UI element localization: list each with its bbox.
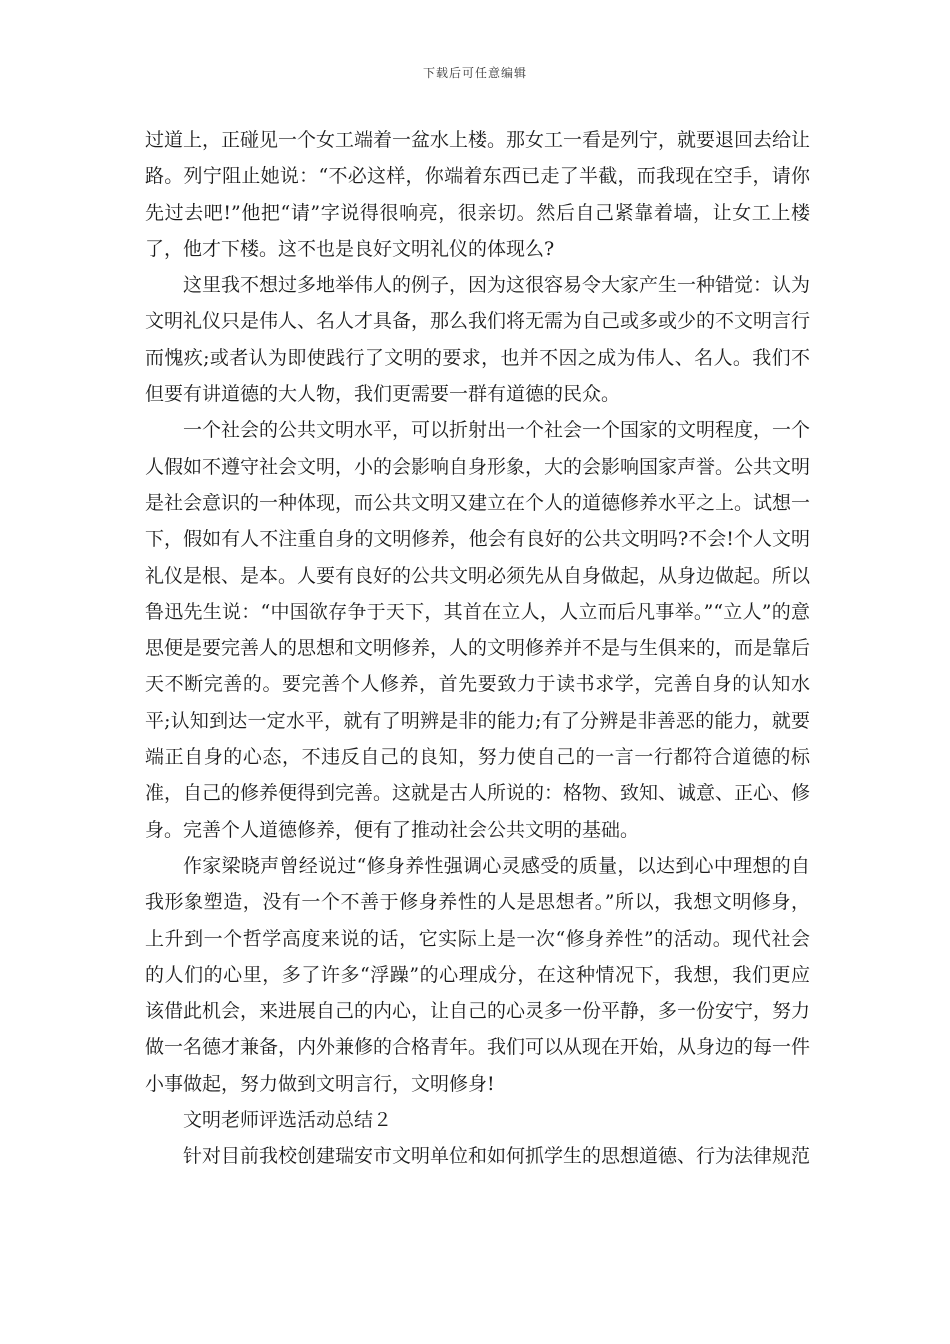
paragraph-4: 作家梁晓声曾经说过“修身养性强调心灵感受的质量，以达到心中理想的自我形象塑造，没有一个不善于修身养性的人是思想者。”所以，我想文明修身，上升到一个哲学高度来说的话，它实际上是一次“修身养性”的活动。现代社会的人们的心里，多了许多“浮躁”的心理成分，在这种情况下，我想，我们更应该借此机会，来进展自己的内心，让自己的心灵多一份平静，多一份安宁，努力做一名德才兼备，内外兼修的合格青年。我们可以从现在开始，从身边的每一件小事做起，努力做到文明言行，文明修身! xyxy=(145,854,811,1095)
document-body xyxy=(145,122,810,1175)
section-heading: 文明老师评选活动总结２ xyxy=(183,1109,393,1132)
paragraph-3: 一个社会的公共文明水平，可以折射出一个社会一个国家的文明程度，一个人假如不遵守社会文明，小的会影响自身形象，大的会影响国家声誉。公共文明是社会意识的一种体现，而公共文明又建立在个人的道德修养水平之上。试想一下，假如有人不注重自身的文明修养，他会有良好的公共文明吗?不会!个人文明礼仪是根、是本。人要有良好的公共文明必须先从自身做起，从身边做起。所以鲁迅先生说：“中国欲存争于天下，其首在立人，人立而后凡事举。”“立人”的意思便是要完善人的思想和文明修养，人的文明修养并不是与生俱来的，而是靠后天不断完善的。要完善个人修养，首先要致力于读书求学，完善自身的认知水平;认知到达一定水平，就有了明辨是非的能力;有了分辨是非善恶的能力，就要端正自身的心态，不违反自己的良知，努力使自己的一言一行都符合道德的标准，自己的修养便得到完善。这就是古人所说的：格物、致知、诚意、正心、修身。完善个人道德修养，便有了推动社会公共文明的基础。 xyxy=(145,419,811,841)
page-header: 下载后可任意编辑 xyxy=(422,66,527,80)
paragraph-1: 过道上，正碰见一个女工端着一盆水上楼。那女工一看是列宁，就要退回去给让路。列宁阻止她说：“不必这样，你端着东西已走了半截，而我现在空手，请你先过去吧!”他把“请”字说得很响亮，很亲切。然后自己紧靠着墙，让女工上楼了，他才下楼。这不也是良好文明礼仪的体现么? xyxy=(145,129,811,260)
paragraph-5: 针对目前我校创建瑞安市文明单位和如何抓学生的思想道德、行为法律规范 xyxy=(183,1145,811,1168)
paragraph-2: 这里我不想过多地举伟人的例子，因为这很容易令大家产生一种错觉：认为文明礼仪只是伟人、名人才具备，那么我们将无需为自己或多或少的不文明言行而愧疚;或者认为即使践行了文明的要求，也并不因之成为伟人、名人。我们不但要有讲道德的大人物，我们更需要一群有道德的民众。 xyxy=(145,274,811,406)
